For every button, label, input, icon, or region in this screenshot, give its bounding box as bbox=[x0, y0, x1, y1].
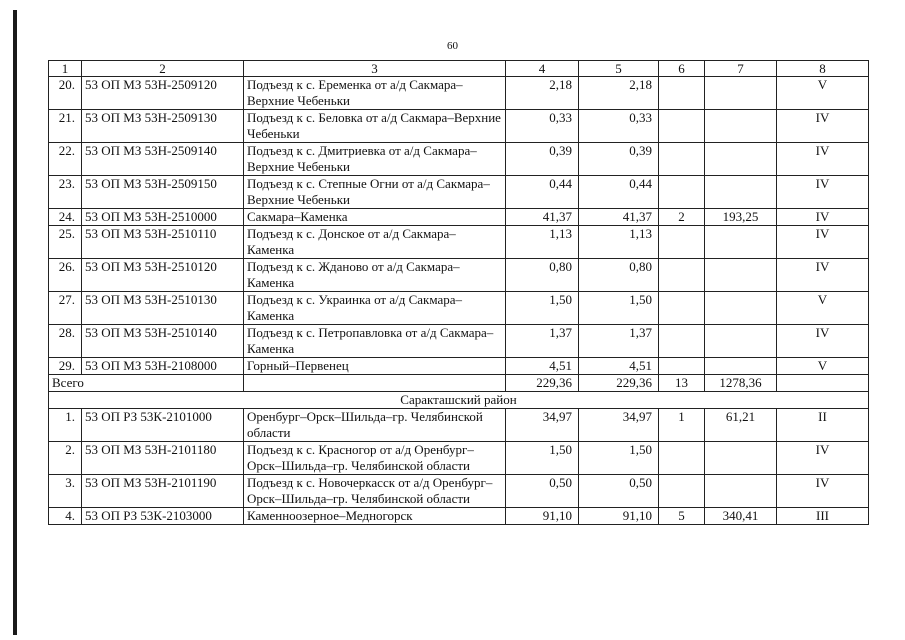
row-number: 20. bbox=[49, 77, 82, 110]
road-category: V bbox=[777, 292, 869, 325]
length-col7 bbox=[705, 226, 777, 259]
road-category: IV bbox=[777, 209, 869, 226]
table-row bbox=[49, 475, 869, 508]
road-category: III bbox=[777, 508, 869, 525]
length-total: 91,10 bbox=[506, 508, 579, 525]
length-col5: 0,80 bbox=[579, 259, 659, 292]
road-name: Подъезд к с. Украинка от а/д Сакмара–Каменка bbox=[244, 292, 506, 325]
length-col7 bbox=[705, 110, 777, 143]
total-col6: 13 bbox=[659, 375, 705, 392]
total-col5: 229,36 bbox=[579, 375, 659, 392]
length-total: 0,50 bbox=[506, 475, 579, 508]
road-name: Подъезд к с. Новочеркасск от а/д Оренбург–Орск–Шильда–гр. Челябинской области bbox=[244, 475, 506, 508]
total-col4: 229,36 bbox=[506, 375, 579, 392]
length-col5: 91,10 bbox=[579, 508, 659, 525]
road-code: 53 ОП МЗ 53Н-2509120 bbox=[82, 77, 244, 110]
length-total: 1,13 bbox=[506, 226, 579, 259]
length-col7 bbox=[705, 77, 777, 110]
count-col6 bbox=[659, 77, 705, 110]
column-header: 3 bbox=[244, 61, 506, 77]
road-name: Подъезд к с. Дмитриевка от а/д Сакмара–Верхние Чебеньки bbox=[244, 143, 506, 176]
road-name: Подъезд к с. Беловка от а/д Сакмара–Верхние Чебеньки bbox=[244, 110, 506, 143]
table-row bbox=[49, 209, 869, 226]
row-number: 22. bbox=[49, 143, 82, 176]
road-category: IV bbox=[777, 110, 869, 143]
length-col5: 0,44 bbox=[579, 176, 659, 209]
road-code: 53 ОП МЗ 53Н-2510110 bbox=[82, 226, 244, 259]
length-col7 bbox=[705, 176, 777, 209]
column-header: 2 bbox=[82, 61, 244, 77]
road-code: 53 ОП МЗ 53Н-2509140 bbox=[82, 143, 244, 176]
row-number: 25. bbox=[49, 226, 82, 259]
road-code: 53 ОП МЗ 53Н-2509130 bbox=[82, 110, 244, 143]
road-name: Подъезд к с. Степные Огни от а/д Сакмара–Верхние Чебеньки bbox=[244, 176, 506, 209]
length-col5: 0,39 bbox=[579, 143, 659, 176]
road-category: IV bbox=[777, 475, 869, 508]
length-col5: 0,50 bbox=[579, 475, 659, 508]
total-col8 bbox=[777, 375, 869, 392]
length-col7: 340,41 bbox=[705, 508, 777, 525]
road-name: Подъезд к с. Петропавловка от а/д Сакмара–Каменка bbox=[244, 325, 506, 358]
road-name: Подъезд к с. Красногор от а/д Оренбург–Орск–Шильда–гр. Челябинской области bbox=[244, 442, 506, 475]
column-header: 8 bbox=[777, 61, 869, 77]
length-col5: 41,37 bbox=[579, 209, 659, 226]
road-name: Оренбург–Орск–Шильда–гр. Челябинской области bbox=[244, 409, 506, 442]
length-total: 1,50 bbox=[506, 442, 579, 475]
binding-margin-line bbox=[13, 10, 17, 635]
roads-table bbox=[48, 60, 869, 525]
road-category: IV bbox=[777, 176, 869, 209]
table-row bbox=[49, 409, 869, 442]
count-col6 bbox=[659, 358, 705, 375]
count-col6 bbox=[659, 226, 705, 259]
region-row bbox=[49, 392, 869, 409]
road-code: 53 ОП РЗ 53К-2103000 bbox=[82, 508, 244, 525]
road-name: Подъезд к с. Донское от а/д Сакмара–Каменка bbox=[244, 226, 506, 259]
length-col5: 1,37 bbox=[579, 325, 659, 358]
total-empty-cell bbox=[244, 375, 506, 392]
table-row bbox=[49, 77, 869, 110]
road-name: Подъезд к с. Еременка от а/д Сакмара–Верхние Чебеньки bbox=[244, 77, 506, 110]
length-col5: 2,18 bbox=[579, 77, 659, 110]
table-section-rows bbox=[49, 77, 869, 375]
count-col6: 5 bbox=[659, 508, 705, 525]
length-col7 bbox=[705, 292, 777, 325]
length-total: 2,18 bbox=[506, 77, 579, 110]
length-total: 1,37 bbox=[506, 325, 579, 358]
table-row bbox=[49, 358, 869, 375]
count-col6 bbox=[659, 475, 705, 508]
count-col6 bbox=[659, 110, 705, 143]
table-row bbox=[49, 442, 869, 475]
road-code: 53 ОП РЗ 53К-2101000 bbox=[82, 409, 244, 442]
column-header: 1 bbox=[49, 61, 82, 77]
length-col5: 4,51 bbox=[579, 358, 659, 375]
column-header: 6 bbox=[659, 61, 705, 77]
road-code: 53 ОП МЗ 53Н-2510130 bbox=[82, 292, 244, 325]
road-code: 53 ОП МЗ 53Н-2101190 bbox=[82, 475, 244, 508]
row-number: 2. bbox=[49, 442, 82, 475]
page-number: 60 bbox=[447, 40, 458, 52]
count-col6 bbox=[659, 325, 705, 358]
length-col7 bbox=[705, 143, 777, 176]
row-number: 28. bbox=[49, 325, 82, 358]
length-col7 bbox=[705, 259, 777, 292]
table-row bbox=[49, 508, 869, 525]
region-title: Саракташский район bbox=[49, 392, 869, 409]
length-col7 bbox=[705, 358, 777, 375]
length-col7: 61,21 bbox=[705, 409, 777, 442]
count-col6: 2 bbox=[659, 209, 705, 226]
length-total: 0,33 bbox=[506, 110, 579, 143]
count-col6 bbox=[659, 259, 705, 292]
row-number: 23. bbox=[49, 176, 82, 209]
road-category: IV bbox=[777, 325, 869, 358]
table-row bbox=[49, 110, 869, 143]
total-label: Всего bbox=[49, 375, 244, 392]
table-header-row bbox=[49, 61, 869, 77]
count-col6 bbox=[659, 442, 705, 475]
table-section-rows bbox=[49, 409, 869, 525]
table-row bbox=[49, 176, 869, 209]
length-col7 bbox=[705, 475, 777, 508]
length-col7 bbox=[705, 325, 777, 358]
length-col7 bbox=[705, 442, 777, 475]
road-code: 53 ОП МЗ 53Н-2510120 bbox=[82, 259, 244, 292]
road-name: Горный–Первенец bbox=[244, 358, 506, 375]
length-col7: 193,25 bbox=[705, 209, 777, 226]
length-total: 0,44 bbox=[506, 176, 579, 209]
road-name: Каменноозерное–Медногорск bbox=[244, 508, 506, 525]
length-total: 1,50 bbox=[506, 292, 579, 325]
count-col6: 1 bbox=[659, 409, 705, 442]
length-total: 0,39 bbox=[506, 143, 579, 176]
road-code: 53 ОП МЗ 53Н-2510000 bbox=[82, 209, 244, 226]
table-row bbox=[49, 226, 869, 259]
length-col5: 34,97 bbox=[579, 409, 659, 442]
row-number: 3. bbox=[49, 475, 82, 508]
count-col6 bbox=[659, 143, 705, 176]
table-row bbox=[49, 143, 869, 176]
length-col5: 1,50 bbox=[579, 292, 659, 325]
column-header: 4 bbox=[506, 61, 579, 77]
row-number: 29. bbox=[49, 358, 82, 375]
length-total: 34,97 bbox=[506, 409, 579, 442]
length-col5: 1,13 bbox=[579, 226, 659, 259]
length-total: 41,37 bbox=[506, 209, 579, 226]
total-col7: 1278,36 bbox=[705, 375, 777, 392]
total-row bbox=[49, 375, 869, 392]
length-total: 4,51 bbox=[506, 358, 579, 375]
row-number: 1. bbox=[49, 409, 82, 442]
road-code: 53 ОП МЗ 53Н-2509150 bbox=[82, 176, 244, 209]
column-header: 5 bbox=[579, 61, 659, 77]
row-number: 4. bbox=[49, 508, 82, 525]
row-number: 24. bbox=[49, 209, 82, 226]
row-number: 26. bbox=[49, 259, 82, 292]
road-category: IV bbox=[777, 442, 869, 475]
road-name: Подъезд к с. Жданово от а/д Сакмара–Каменка bbox=[244, 259, 506, 292]
road-name: Сакмара–Каменка bbox=[244, 209, 506, 226]
length-col5: 0,33 bbox=[579, 110, 659, 143]
column-header: 7 bbox=[705, 61, 777, 77]
road-category: V bbox=[777, 358, 869, 375]
length-col5: 1,50 bbox=[579, 442, 659, 475]
count-col6 bbox=[659, 176, 705, 209]
row-number: 27. bbox=[49, 292, 82, 325]
road-code: 53 ОП МЗ 53Н-2108000 bbox=[82, 358, 244, 375]
table-row bbox=[49, 259, 869, 292]
road-category: IV bbox=[777, 143, 869, 176]
table-row bbox=[49, 325, 869, 358]
road-category: IV bbox=[777, 226, 869, 259]
row-number: 21. bbox=[49, 110, 82, 143]
road-category: V bbox=[777, 77, 869, 110]
road-category: II bbox=[777, 409, 869, 442]
road-code: 53 ОП МЗ 53Н-2101180 bbox=[82, 442, 244, 475]
road-category: IV bbox=[777, 259, 869, 292]
table-row bbox=[49, 292, 869, 325]
count-col6 bbox=[659, 292, 705, 325]
road-code: 53 ОП МЗ 53Н-2510140 bbox=[82, 325, 244, 358]
length-total: 0,80 bbox=[506, 259, 579, 292]
